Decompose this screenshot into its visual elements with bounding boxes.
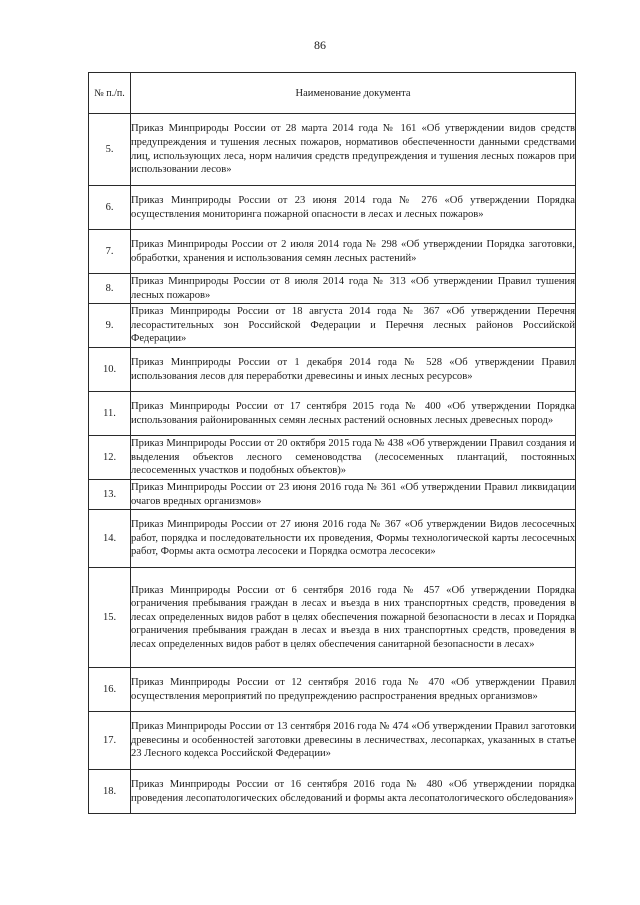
- table-row: [89, 480, 576, 510]
- table-row: [89, 668, 576, 712]
- row-document-name: Приказ Минприроды России от 6 сентября 2016 года № 457 «Об утверждении Порядка ограничения пребывания граждан в лесах и въезда в них транспортных средств, проведения в лесах определенных видов работ в целях обеспечения пожарной безопасности в лесах и Порядка ограничения пребывания граждан в лесах и въезда в них транспортных средств, проведения в лесах определенных видов работ в целях обеспечения санитарной безопасности в лесах»: [131, 568, 576, 668]
- header-document-name: Наименование документа: [131, 73, 576, 114]
- row-document-name: Приказ Минприроды России от 12 сентября 2016 года № 470 «Об утверждении Правил осуществления мероприятий по предупреждению распространения вредных организмов»: [131, 668, 576, 712]
- table-row: [89, 274, 576, 304]
- table-row: [89, 348, 576, 392]
- row-number: 13.: [89, 480, 131, 510]
- row-document-name: Приказ Минприроды России от 13 сентября 2016 года № 474 «Об утверждении Правил заготовки древесины и особенностей заготовки древесины в лесничествах, лесопарках, указанных в статье 23 Лесного кодекса Российской Федерации»: [131, 712, 576, 770]
- table-row: [89, 186, 576, 230]
- row-document-name: Приказ Минприроды России от 2 июля 2014 года № 298 «Об утверждении Порядка заготовки, обработки, хранения и использования семян лесных растений»: [131, 230, 576, 274]
- table-row: [89, 770, 576, 814]
- row-document-name: Приказ Минприроды России от 8 июля 2014 года № 313 «Об утверждении Правил тушения лесных пожаров»: [131, 274, 576, 304]
- row-number: 8.: [89, 274, 131, 304]
- row-number: 10.: [89, 348, 131, 392]
- row-number: 18.: [89, 770, 131, 814]
- table-row: [89, 510, 576, 568]
- page-number: 86: [314, 38, 326, 52]
- table-row: [89, 230, 576, 274]
- table-row: [89, 114, 576, 186]
- row-number: 7.: [89, 230, 131, 274]
- row-document-name: Приказ Минприроды России от 17 сентября 2015 года № 400 «Об утверждении Порядка использования районированных семян лесных растений основных лесных древесных пород»: [131, 392, 576, 436]
- table-row: [89, 712, 576, 770]
- row-number: 16.: [89, 668, 131, 712]
- documents-table: [88, 72, 576, 814]
- row-number: 15.: [89, 568, 131, 668]
- row-document-name: Приказ Минприроды России от 23 июня 2014 года № 276 «Об утверждении Порядка осуществления мониторинга пожарной опасности в лесах и лесных пожаров»: [131, 186, 576, 230]
- row-document-name: Приказ Минприроды России от 23 июня 2016 года № 361 «Об утверждении Правил ликвидации очагов вредных организмов»: [131, 480, 576, 510]
- row-number: 6.: [89, 186, 131, 230]
- table-row: [89, 392, 576, 436]
- table-header-row: [89, 73, 576, 114]
- row-number: 9.: [89, 304, 131, 348]
- row-number: 5.: [89, 114, 131, 186]
- row-number: 11.: [89, 392, 131, 436]
- row-document-name: Приказ Минприроды России от 18 августа 2014 года № 367 «Об утверждении Перечня лесорастительных зон Российской Федерации и Перечня лесных районов Российской Федерации»: [131, 304, 576, 348]
- row-document-name: Приказ Минприроды России от 1 декабря 2014 года № 528 «Об утверждении Правил использования лесов для переработки древесины и иных лесных ресурсов»: [131, 348, 576, 392]
- row-document-name: Приказ Минприроды России от 20 октября 2015 года № 438 «Об утверждении Правил создания и выделения объектов лесного семеноводства (лесосеменных плантаций, постоянных лесосеменных участков и подобных объектов)»: [131, 436, 576, 480]
- row-number: 12.: [89, 436, 131, 480]
- row-document-name: Приказ Минприроды России от 27 июня 2016 года № 367 «Об утверждении Видов лесосечных работ, порядка и последовательности их проведения, Формы технологической карты лесосечных работ, Формы акта осмотра лесосеки и Порядка осмотра лесосеки»: [131, 510, 576, 568]
- table-row: [89, 568, 576, 668]
- row-document-name: Приказ Минприроды России от 28 марта 2014 года № 161 «Об утверждении видов средств предупреждения и тушения лесных пожаров, нормативов обеспеченности данными средствами лиц, использующих леса, норм наличия средств предупреждения и тушения лесных пожаров при использовании лесов»: [131, 114, 576, 186]
- row-document-name: Приказ Минприроды России от 16 сентября 2016 года № 480 «Об утверждении порядка проведения лесопатологических обследований и формы акта лесопатологического обследования»: [131, 770, 576, 814]
- row-number: 14.: [89, 510, 131, 568]
- table-row: [89, 436, 576, 480]
- row-number: 17.: [89, 712, 131, 770]
- header-number: № п./п.: [89, 73, 131, 114]
- table-row: [89, 304, 576, 348]
